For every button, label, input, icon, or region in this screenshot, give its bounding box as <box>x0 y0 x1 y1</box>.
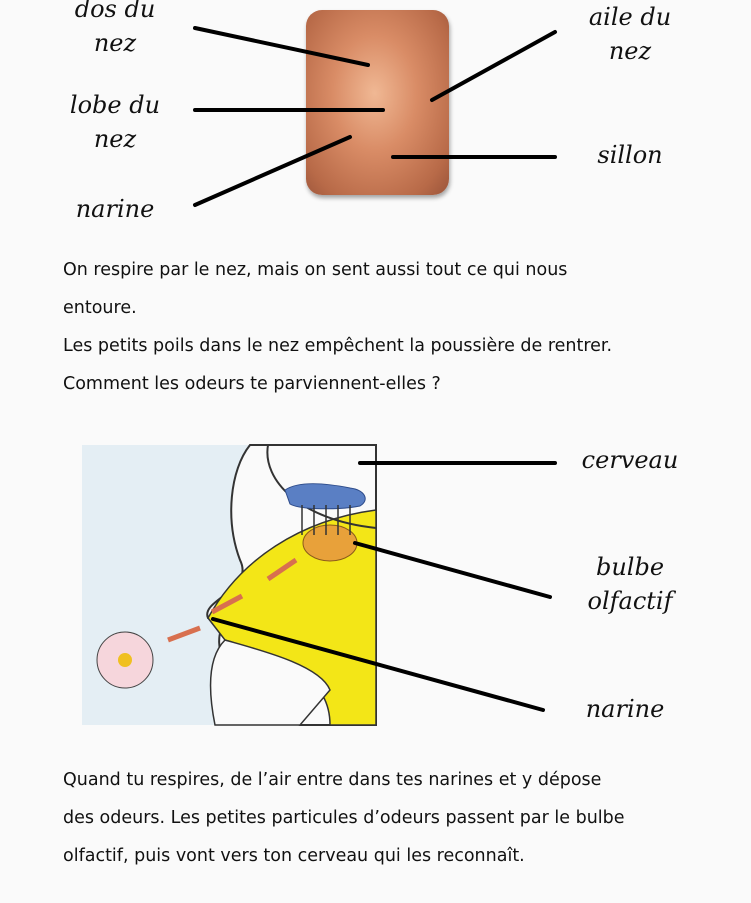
label-aile-du-nez: aile du nez <box>588 3 672 65</box>
olfaction-illustration <box>82 445 376 725</box>
label-dos-du-nez: dos du nez <box>74 0 156 57</box>
paragraph-2: Quand tu respires, de l’air entre dans tes narines et y dépose des odeurs. Les petites particules d’odeurs passent par le bulbe olfactif, puis vont vers ton cerveau qui les reconnaît. <box>63 770 625 866</box>
label-narine-diagram: narine <box>585 695 665 723</box>
leader-aile <box>432 32 555 100</box>
paragraph-1: On respire par le nez, mais on sent aussi tout ce qui nous entoure. Les petits poils dans le nez empêchent la poussière de rentrer. Comment les odeurs te parviennent-elles ? <box>63 260 613 394</box>
label-bulbe-olfactif: bulbe olfactif <box>587 553 673 615</box>
leader-dos <box>195 28 368 65</box>
label-sillon: sillon <box>597 141 663 169</box>
label-lobe-du-nez: lobe du nez <box>69 91 161 153</box>
label-cerveau: cerveau <box>581 446 679 474</box>
flower-icon <box>97 632 153 688</box>
leader-bulbe <box>355 543 550 597</box>
leader-narine <box>195 137 350 205</box>
label-narine: narine <box>75 195 155 223</box>
